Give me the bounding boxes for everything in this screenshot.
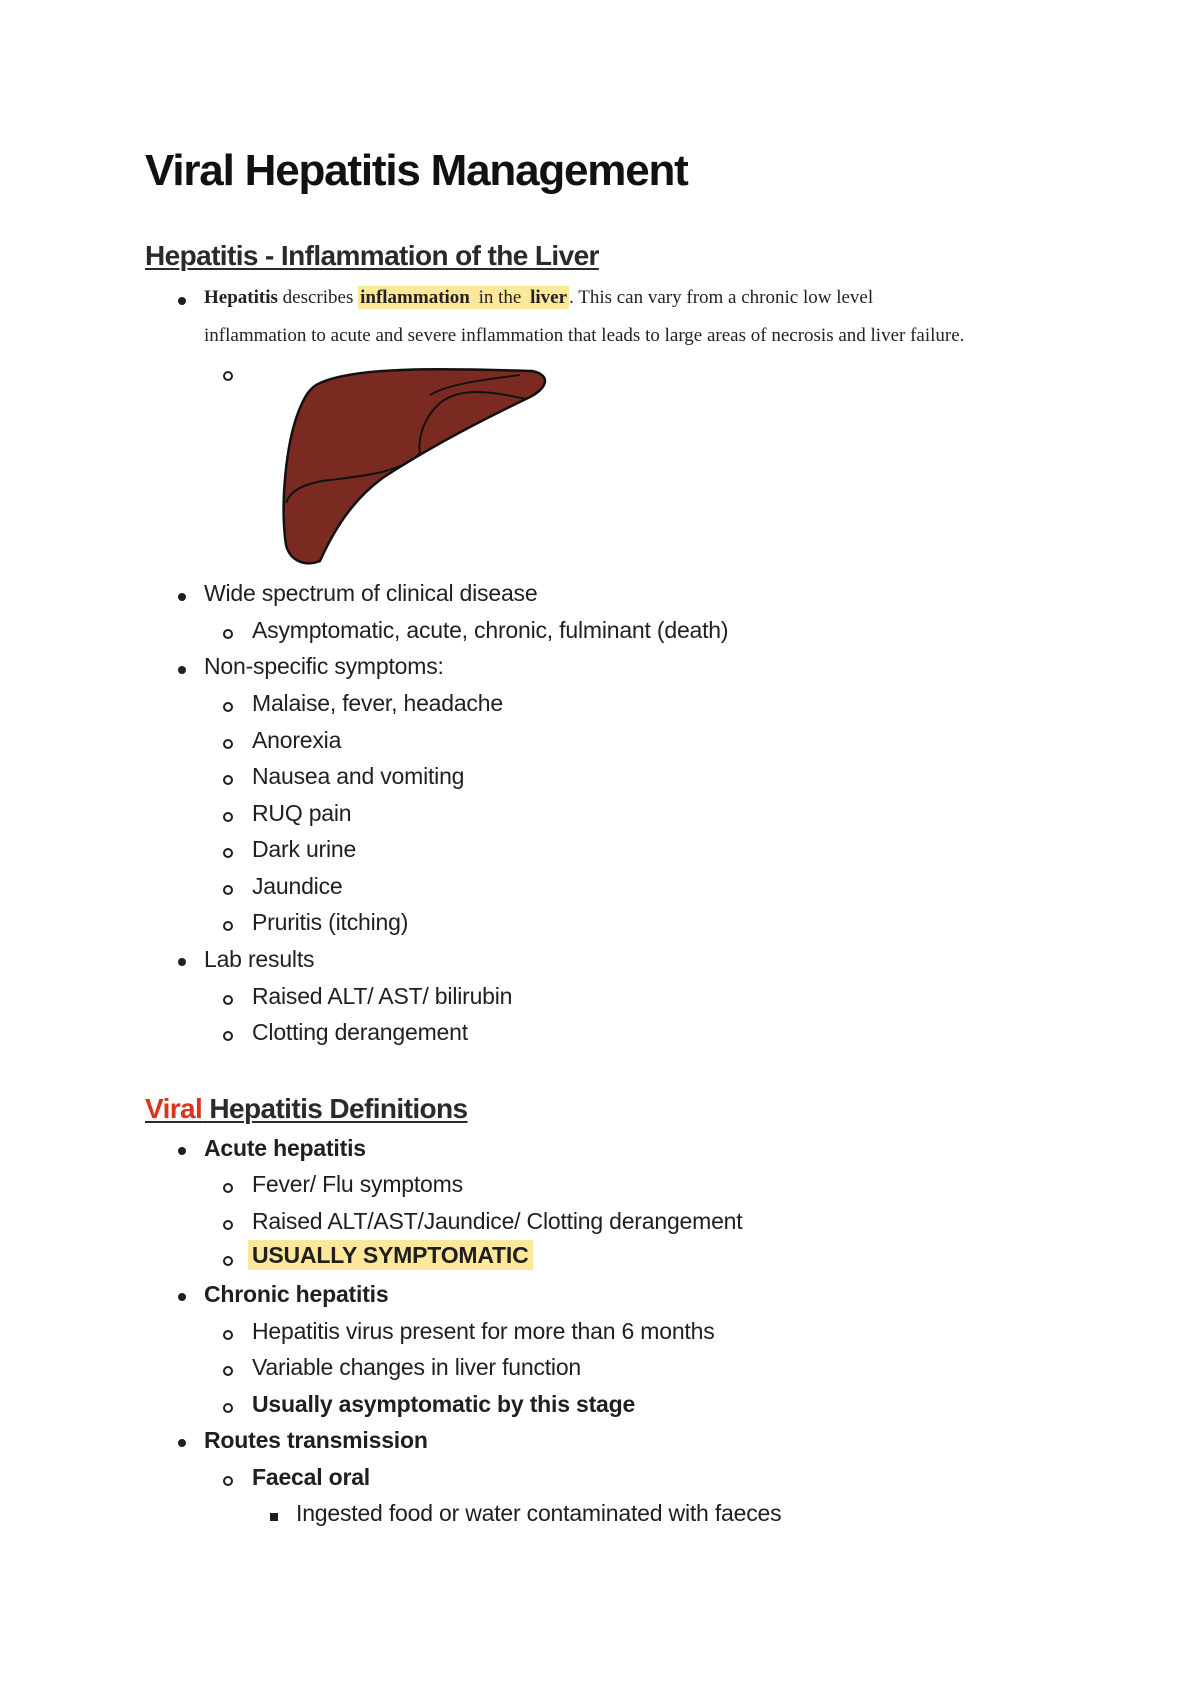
bullet-dot bbox=[178, 1439, 186, 1447]
bullet-square bbox=[270, 1513, 278, 1521]
list-item: Anorexia bbox=[252, 727, 342, 753]
list-item: Dark urine bbox=[252, 836, 357, 862]
list-item: Raised ALT/AST/Jaundice/ Clotting derangement bbox=[252, 1208, 743, 1234]
list-item: Ingested food or water contaminated with faeces bbox=[296, 1500, 782, 1526]
bullet-ring bbox=[223, 921, 233, 931]
bullet-dot bbox=[178, 297, 186, 305]
section-heading-hepatitis: Hepatitis - Inflammation of the Liver bbox=[145, 240, 599, 271]
bullet-ring bbox=[223, 812, 233, 822]
list-item: Variable changes in liver function bbox=[252, 1354, 582, 1380]
liver-illustration bbox=[280, 365, 552, 567]
bullet-ring bbox=[223, 629, 233, 639]
bullet-ring bbox=[223, 848, 233, 858]
bullet-dot bbox=[178, 1147, 186, 1155]
bullet-dot bbox=[178, 958, 186, 966]
list-item: Asymptomatic, acute, chronic, fulminant (death) bbox=[252, 617, 729, 643]
list-item: Wide spectrum of clinical disease bbox=[204, 580, 538, 606]
list-item: Clotting derangement bbox=[252, 1019, 468, 1045]
bullet-ring bbox=[223, 1256, 233, 1266]
list-item: Raised ALT/ AST/ bilirubin bbox=[252, 983, 513, 1009]
list-item: Hepatitis virus present for more than 6 months bbox=[252, 1318, 715, 1344]
bullet-ring bbox=[223, 1366, 233, 1376]
bullet-ring bbox=[223, 885, 233, 895]
list-item: Lab results bbox=[204, 946, 315, 972]
page-title: Viral Hepatitis Management bbox=[145, 146, 688, 195]
list-item: Routes transmission bbox=[204, 1427, 428, 1453]
list-item: Faecal oral bbox=[252, 1464, 370, 1490]
bullet-ring bbox=[223, 1403, 233, 1413]
bullet-ring bbox=[223, 1031, 233, 1041]
list-item: RUQ pain bbox=[252, 800, 352, 826]
list-item: Jaundice bbox=[252, 873, 343, 899]
liver-shape bbox=[284, 369, 545, 563]
intro-paragraph-line2: inflammation to acute and severe inflammation that leads to large areas of necrosis and liver failure. bbox=[204, 325, 965, 346]
bullet-dot bbox=[178, 1293, 186, 1301]
bullet-ring bbox=[223, 775, 233, 785]
list-item: Nausea and vomiting bbox=[252, 763, 465, 789]
bullet-ring bbox=[223, 739, 233, 749]
section-heading-definitions: Viral Hepatitis Definitions bbox=[145, 1093, 468, 1124]
list-item: Non-specific symptoms: bbox=[204, 653, 444, 679]
list-item: Malaise, fever, headache bbox=[252, 690, 503, 716]
intro-paragraph-line1: Hepatitis describes inflammation in the liver . This can vary from a chronic low level bbox=[204, 287, 874, 308]
list-item: Acute hepatitis bbox=[204, 1135, 366, 1161]
bullet-ring bbox=[223, 1183, 233, 1193]
bullet-ring bbox=[223, 1330, 233, 1340]
highlighted-item: USUALLY SYMPTOMATIC bbox=[248, 1242, 533, 1269]
bullet-ring bbox=[223, 371, 233, 381]
list-item: Fever/ Flu symptoms bbox=[252, 1171, 463, 1197]
list-item: Usually asymptomatic by this stage bbox=[252, 1391, 636, 1417]
bullet-ring bbox=[223, 1476, 233, 1486]
list-item: Pruritis (itching) bbox=[252, 909, 409, 935]
bullet-ring bbox=[223, 1220, 233, 1230]
bullet-dot bbox=[178, 666, 186, 674]
bullet-ring bbox=[223, 995, 233, 1005]
bullet-ring bbox=[223, 702, 233, 712]
list-item: Chronic hepatitis bbox=[204, 1281, 389, 1307]
bullet-dot bbox=[178, 593, 186, 601]
